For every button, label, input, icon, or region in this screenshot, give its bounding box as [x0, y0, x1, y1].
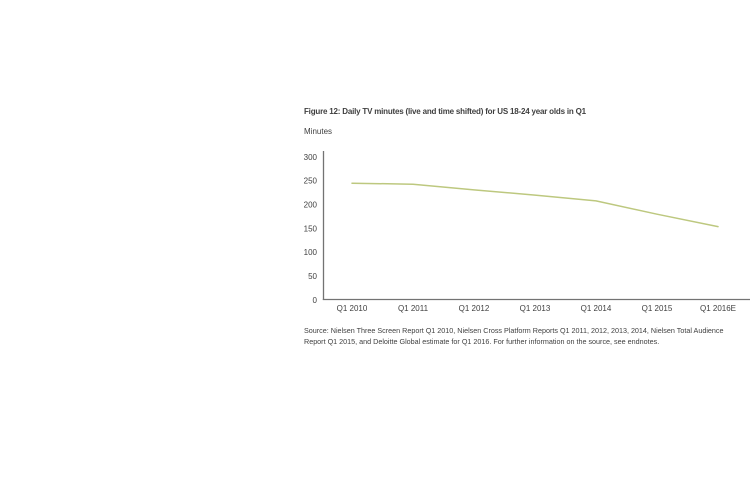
x-tick-label: Q1 2016E	[699, 304, 737, 313]
y-tick-label: 200	[303, 200, 317, 210]
x-tick-label: Q1 2015	[641, 304, 673, 313]
y-tick-label: 0	[312, 295, 317, 305]
x-tick-label: Q1 2013	[519, 304, 551, 313]
x-tick-label: Q1 2014	[580, 304, 612, 313]
x-tick-label: Q1 2011	[397, 304, 429, 313]
source-note-line1: Source: Nielsen Three Screen Report Q1 2010, Nielsen Cross Platform Reports Q1 2011, 2012, 2013, 2014, Nielsen Total Audience	[304, 326, 724, 335]
y-axis-unit-label: Minutes	[304, 127, 333, 136]
y-tick-label: 100	[303, 248, 317, 258]
y-tick-label: 50	[308, 271, 317, 281]
source-note-line2: Report Q1 2015, and Deloitte Global estimate for Q1 2016. For further information on the source, see endnotes.	[304, 337, 660, 346]
figure-title: Figure 12: Daily TV minutes (live and time shifted) for US 18-24 year olds in Q1	[304, 107, 586, 116]
y-tick-label: 250	[303, 176, 317, 186]
tv-minutes-line	[352, 183, 718, 226]
x-tick-label: Q1 2012	[458, 304, 490, 313]
x-tick-label: Q1 2010	[336, 304, 368, 313]
y-tick-label: 150	[303, 224, 317, 234]
y-tick-label: 300	[303, 152, 317, 162]
